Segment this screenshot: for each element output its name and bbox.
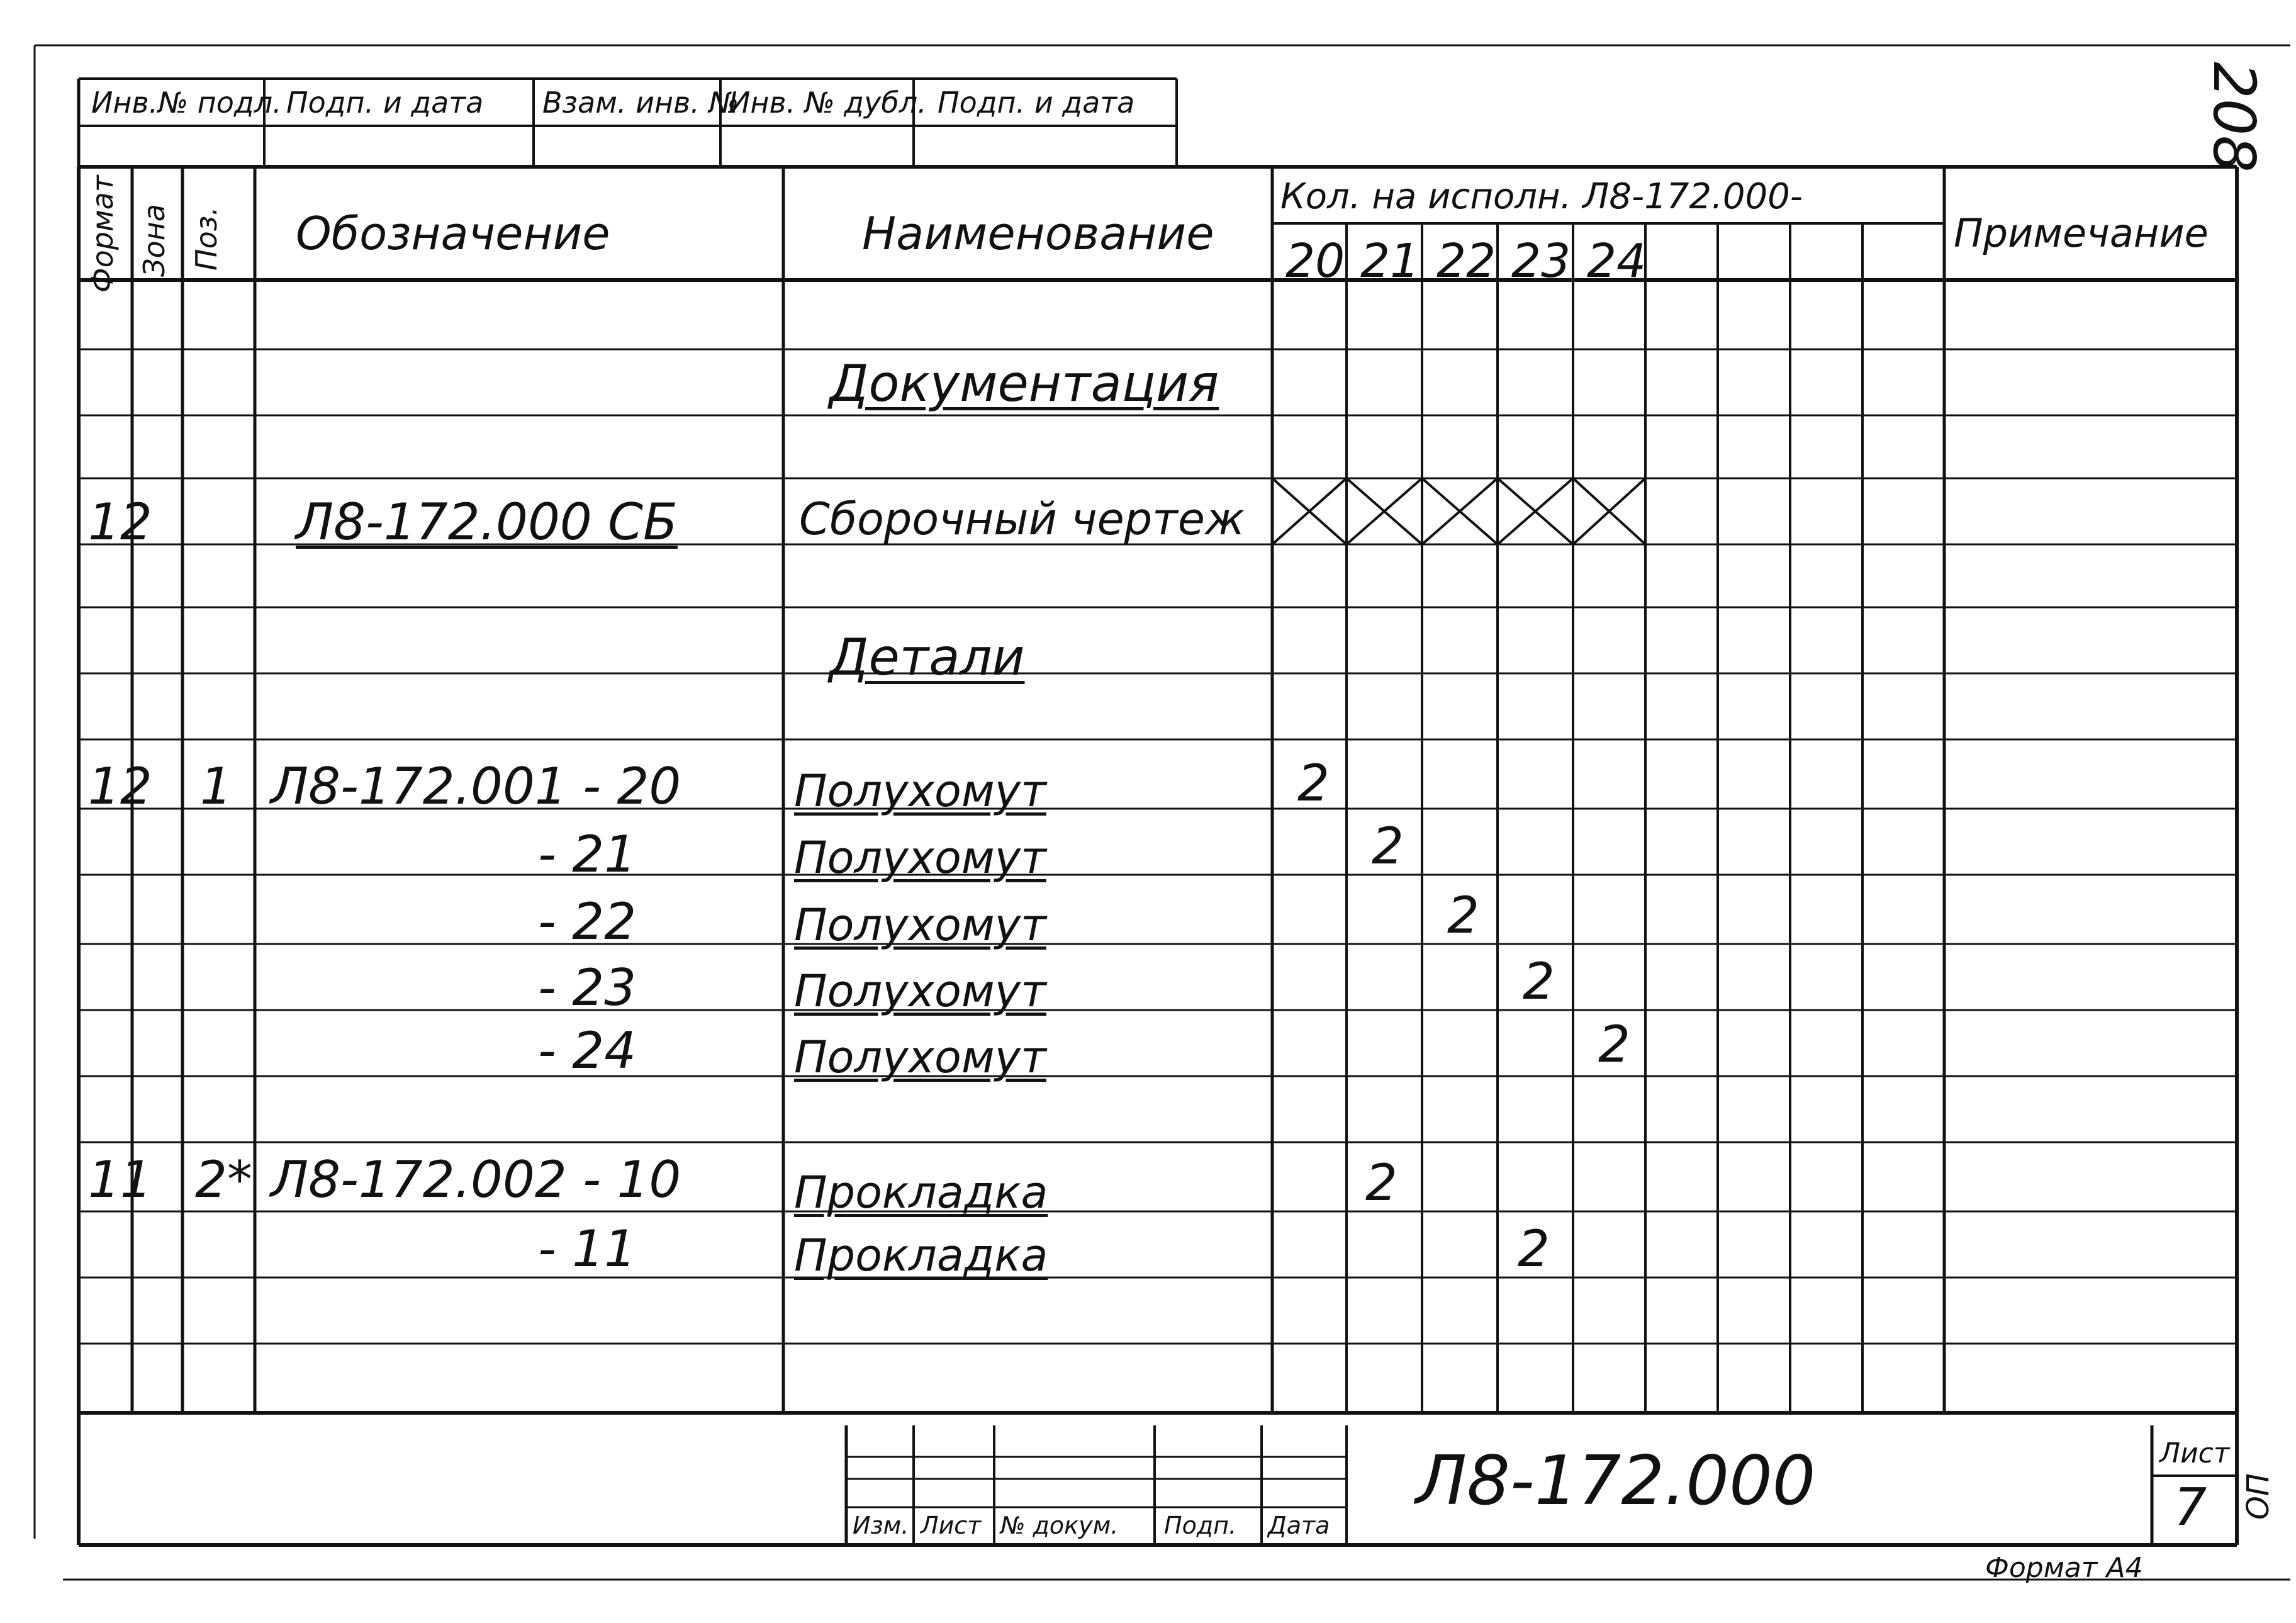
row-5-designation: - 23	[538, 958, 637, 1017]
section-documentation: Документация	[829, 354, 1219, 413]
row-3-name: Полухомут	[794, 832, 1046, 884]
row-7-format: 11	[88, 1150, 152, 1209]
document-code: Л8-172.000	[1416, 1442, 1816, 1520]
row-8-name: Прокладка	[794, 1230, 1048, 1281]
qty-col-22: 22	[1436, 234, 1496, 288]
tb-label-list: Лист	[921, 1512, 982, 1539]
row-2-designation: Л8-172.001 - 20	[271, 757, 681, 816]
column-header-qty: Кол. на исполн. Л8-172.000-	[1280, 176, 1803, 217]
row-5-name: Полухомут	[794, 965, 1046, 1017]
row-4-designation: - 22	[538, 892, 637, 951]
row-1-designation: Л8-172.000 СБ	[296, 493, 678, 551]
column-header-zone: Зона	[137, 204, 171, 277]
qty-col-21: 21	[1360, 234, 1420, 288]
column-header-name: Наименование	[862, 207, 1214, 260]
row-8-q23: 2	[1518, 1220, 1550, 1278]
row-1-format: 12	[88, 493, 152, 551]
tb-label-podp: Подп.	[1164, 1512, 1237, 1539]
qty-col-20: 20	[1285, 234, 1345, 288]
row-7-name: Прокладка	[794, 1167, 1048, 1218]
row-6-name: Полухомут	[794, 1031, 1046, 1083]
row-4-name: Полухомут	[794, 899, 1046, 951]
top-strip-podp-data-2: Подп. и дата	[938, 86, 1135, 120]
top-strip-inv-dubl: Инв. № дубл.	[729, 86, 927, 120]
row-1-name: Сборочный чертеж	[799, 493, 1245, 545]
row-2-q20: 2	[1297, 754, 1330, 812]
row-7-q21: 2	[1365, 1154, 1397, 1212]
row-7-pos: 2*	[195, 1150, 252, 1209]
row-2-pos: 1	[200, 757, 232, 816]
sheet-corner-number: 208	[2200, 62, 2268, 172]
column-header-format: Формат	[86, 175, 120, 293]
top-strip-inv-podl: Инв.№ подл.	[91, 86, 282, 120]
section-details: Детали	[829, 628, 1025, 687]
column-header-pos: Поз.	[189, 206, 223, 271]
row-7-designation: Л8-172.002 - 10	[271, 1150, 681, 1209]
format-label: Формат А4	[1985, 1552, 2143, 1584]
column-header-designation: Обозначение	[296, 207, 610, 260]
row-6-q24: 2	[1598, 1015, 1630, 1074]
sheet-label: Лист	[2159, 1437, 2230, 1469]
side-mark: ОП	[2241, 1473, 2276, 1520]
row-3-q21: 2	[1372, 817, 1404, 875]
top-strip-podp-data-1: Подп. и дата	[286, 86, 484, 120]
qty-col-23: 23	[1511, 234, 1571, 288]
sheet-number: 7	[2174, 1478, 2207, 1537]
row-4-q22: 2	[1447, 886, 1479, 945]
row-5-q23: 2	[1523, 952, 1555, 1011]
qty-col-24: 24	[1587, 234, 1647, 288]
column-header-note: Примечание	[1954, 210, 2209, 256]
row-2-name: Полухомут	[794, 765, 1046, 817]
tb-label-izm: Изм.	[853, 1512, 909, 1539]
row-3-designation: - 21	[538, 825, 637, 884]
top-strip-vzam-inv: Взам. инв. №	[542, 86, 739, 120]
tb-label-ndokum: № докум.	[1000, 1512, 1119, 1539]
tb-label-data: Дата	[1268, 1512, 1330, 1539]
row-8-designation: - 11	[538, 1220, 637, 1278]
row-2-format: 12	[88, 757, 152, 816]
row-6-designation: - 24	[538, 1021, 637, 1080]
